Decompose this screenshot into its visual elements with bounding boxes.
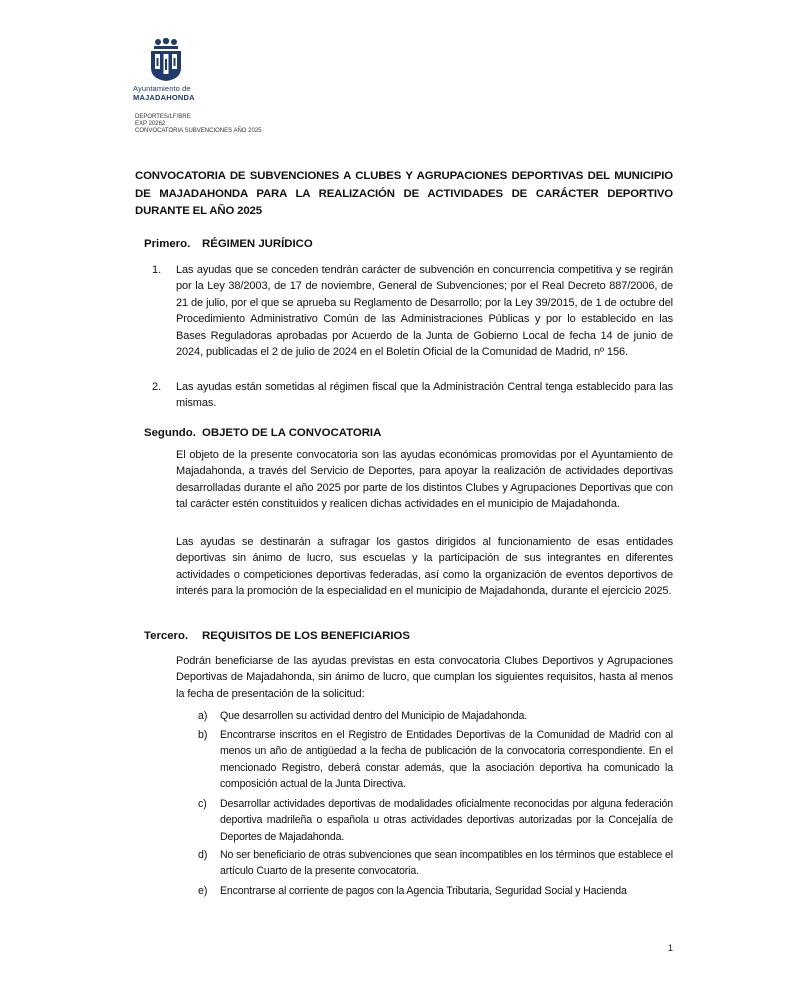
list-item-text: Que desarrollen su actividad dentro del Municipio de Majadahonda.: [220, 710, 528, 722]
logo-text-line1: Ayuntamiento de: [133, 84, 191, 93]
list-item-text: Encontrarse inscritos en el Registro de Entidades Deportivas de la Comunidad de Madrid con al menos un año de antigüedad a la fecha de publicación de la convocatoria correspondiente. En el mencionado Registro, deberá constar además, que la asociación deportiva ha comunicado la composición actual de la Junta Directiva.: [220, 729, 673, 790]
section-title: OBJETO DE LA CONVOCATORIA: [202, 427, 382, 439]
list-item-text: No ser beneficiario de otras subvenciones que sean incompatibles en los términos que establece el artículo Cuarto de la presente convocatoria.: [220, 849, 673, 878]
list-marker: a): [198, 710, 208, 722]
reference-line: DEPORTES/LF/BRE: [135, 114, 191, 120]
municipality-logo: [133, 38, 199, 102]
paragraph: Las ayudas se destinarán a sufragar los gastos dirigidos al funcionamiento de esas entidades deportivas sin ánimo de lucro, sus escuelas y la participación de sus integrantes en diferentes actividades o competiciones deportivas federadas, así como la organización de eventos deportivos de interés para la promoción de la especialidad en el municipio de Majadahonda, durante el ejercicio 2025.: [176, 536, 673, 598]
list-item-text: Desarrollar actividades deportivas de modalidades oficialmente reconocidas por alguna federación deportiva madrileña o española u otras actividades deportivas autorizadas por la Concejalía de Deportes de Majadahonda.: [220, 798, 673, 843]
section-heading-segundo: [144, 427, 381, 439]
list-marker: d): [198, 849, 208, 861]
list-marker: e): [198, 885, 208, 897]
list-marker: c): [198, 798, 207, 810]
section-number: Segundo.: [144, 427, 196, 439]
logo-text-line2: MAJADAHONDA: [133, 93, 195, 102]
section-title: REQUISITOS DE LOS BENEFICIARIOS: [202, 630, 411, 642]
section-heading-tercero: [144, 630, 410, 642]
section-number: Primero.: [144, 238, 191, 250]
page-number: 1: [668, 943, 674, 953]
paragraph: Podrán beneficiarse de las ayudas previstas en esta convocatoria Clubes Deportivos y Agrupaciones Deportivas de Majadahonda, sin ánimo de lucro, que cumplan los siguientes requisitos, hasta al menos la fecha de presentación de la solicitud:: [176, 655, 673, 700]
reference-block: [135, 114, 261, 135]
section-number: Tercero.: [144, 630, 189, 642]
list-item-text: Las ayudas están sometidas al régimen fiscal que la Administración Central tenga establecido para las mismas.: [176, 381, 673, 410]
paragraph: El objeto de la presente convocatoria son las ayudas económicas promovidas por el Ayuntamiento de Majadahonda, a través del Servicio de Deportes, para apoyar la realización de actividades deportivas desarrolladas durante el año 2025 por parte de los distintos Clubes y Agrupaciones Deportivas que con tal carácter estén constituidos y realicen dichas actividades en el municipio de Majadahonda.: [176, 449, 673, 511]
list-marker: 2.: [152, 381, 162, 393]
list-marker: 1.: [152, 264, 162, 276]
reference-line: CONVOCATORIA SUBVENCIONES AÑO 2025: [135, 128, 262, 134]
reference-line: EXP 20262: [135, 121, 166, 127]
section-title: RÉGIMEN JURÍDICO: [202, 238, 313, 250]
list-marker: b): [198, 729, 208, 741]
document-title: CONVOCATORIA DE SUBVENCIONES A CLUBES Y AGRUPACIONES DEPORTIVAS DEL MUNICIPIO DE MAJADAHONDA PARA LA REALIZACIÓN DE ACTIVIDADES DE CARÁCTER DEPORTIVO DURANTE EL AÑO 2025: [135, 170, 673, 217]
section-heading-primero: [144, 238, 313, 250]
list-item-text: Encontrarse al corriente de pagos con la Agencia Tributaria, Seguridad Social y Hacienda: [220, 885, 627, 897]
list-item-text: Las ayudas que se conceden tendrán carácter de subvención en concurrencia competitiva y se regirán por la Ley 38/2003, de 17 de noviembre, General de Subvenciones; por el Real Decreto 887/2006, de 21 de julio, por el que se aprueba su Reglamento de Desarrollo; por la Ley 39/2015, de 1 de octubre del Procedimiento Administrativo Común de las Administraciones Públicas y por lo establecido en las Bases Reguladoras aprobadas por Acuerdo de la Junta de Gobierno Local de fecha 14 de junio de 2024, publicadas el 2 de julio de 2024 en el Boletín Oficial de la Comunidad de Madrid, nº 156.: [176, 264, 673, 359]
coat-of-arms-icon: [146, 38, 186, 82]
